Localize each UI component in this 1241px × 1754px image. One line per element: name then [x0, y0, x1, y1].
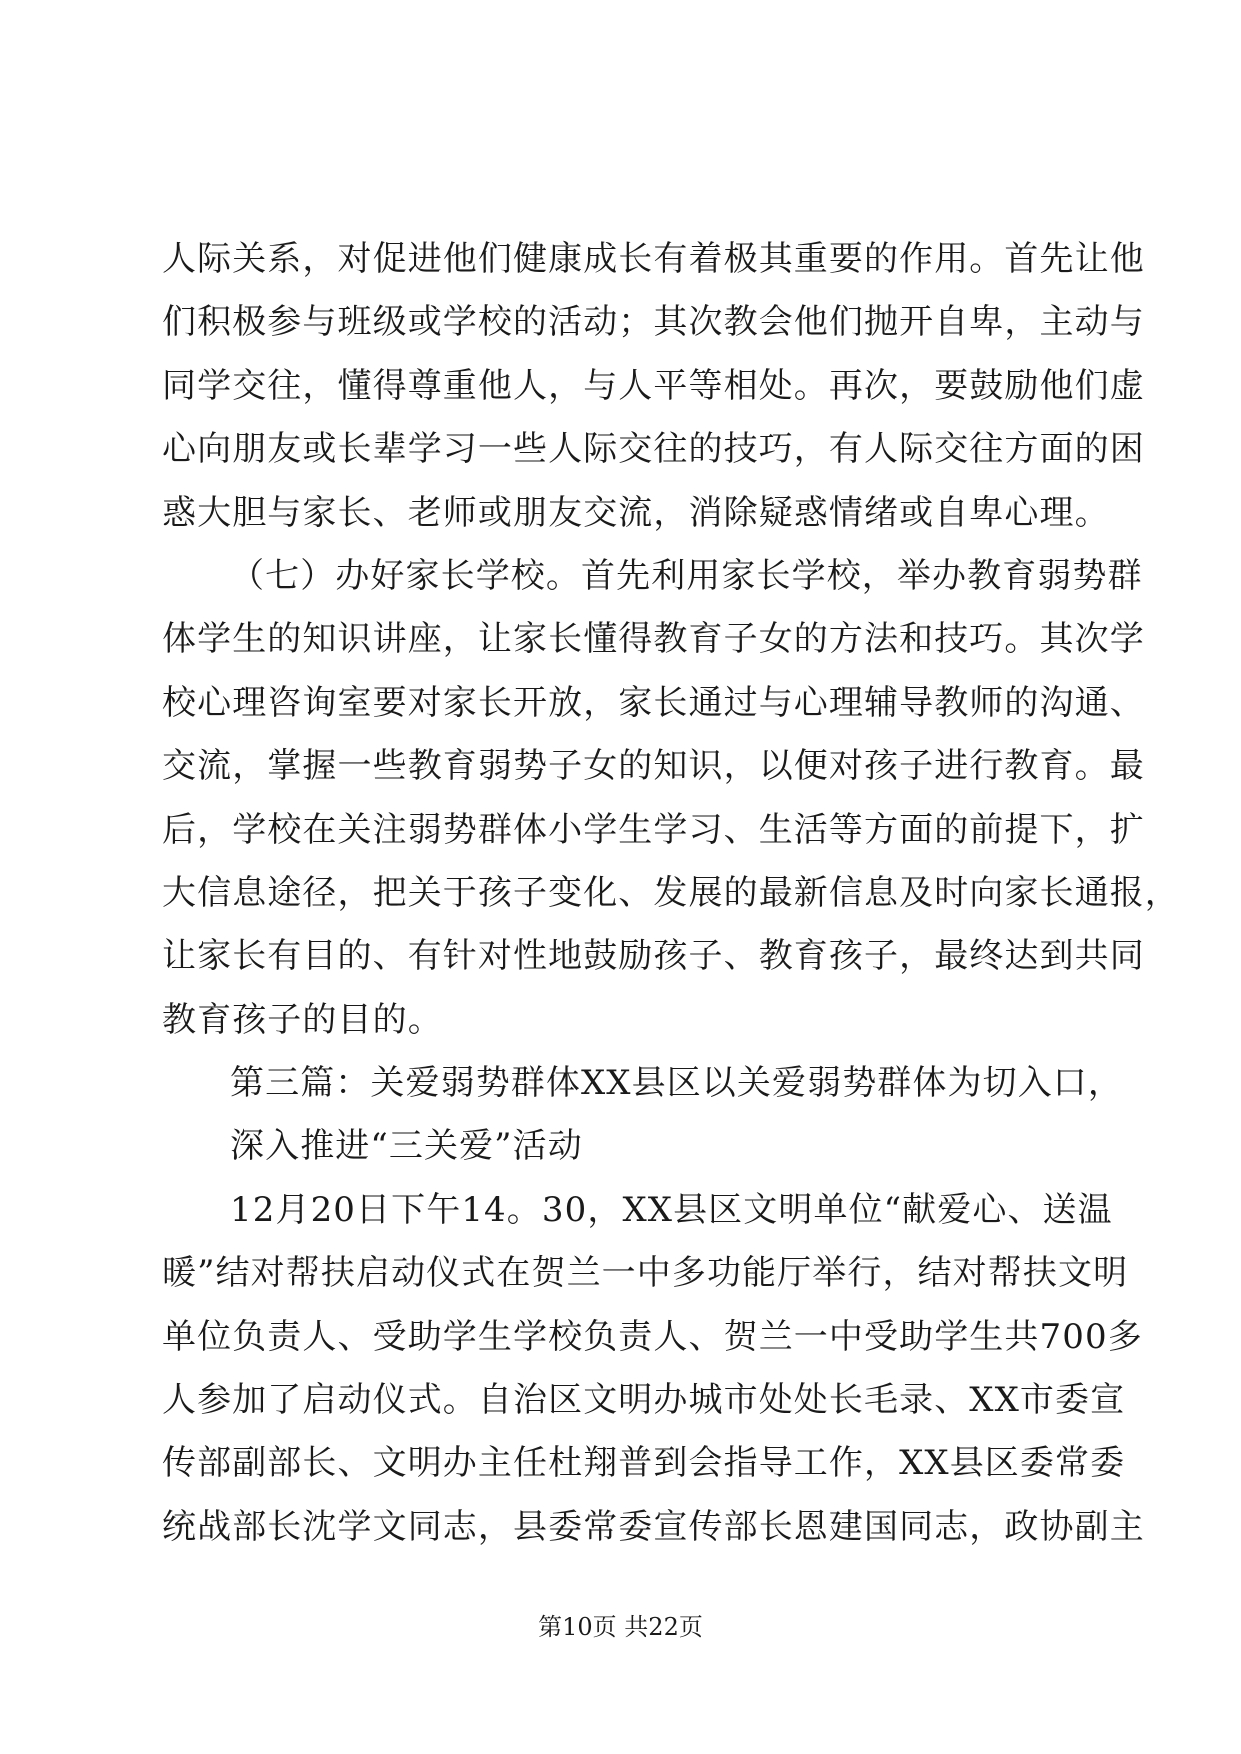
paragraph-start-line: （七）办好家长学校。首先利用家长学校，举办教育弱势群 [230, 555, 1143, 596]
page-number-footer: 第10页 共22页 [538, 1613, 703, 1641]
text-line: 人际关系，对促进他们健康成长有着极其重要的作用。首先让他 [162, 239, 1145, 279]
text-line: 单位负责人、受助学生学校负责人、贺兰一中受助学生共700多 [162, 1316, 1143, 1357]
text-line: 交流，掌握一些教育弱势子女的知识，以便对孩子进行教育。最 [162, 746, 1145, 787]
document-body [162, 228, 1180, 1559]
section-title-line: 深入推进“三关爱”活动 [230, 1126, 583, 1167]
text-line: 同学交往，懂得尊重他人，与人平等相处。再次，要鼓励他们虚 [162, 365, 1145, 406]
text-line: 人参加了启动仪式。自治区文明办城市处处长毛录、XX市委宣 [162, 1380, 1126, 1421]
section-title-line: 第三篇：关爱弱势群体XX县区以关爱弱势群体为切入口， [230, 1063, 1124, 1104]
text-line: 惑大胆与家长、老师或朋友交流，消除疑惑情绪或自卑心理。 [162, 492, 1110, 533]
text-line: 后，学校在关注弱势群体小学生学习、生活等方面的前提下，扩 [162, 809, 1145, 850]
text-line: 大信息途径，把关于孩子变化、发展的最新信息及时向家长通报， [162, 872, 1180, 913]
text-line: 统战部长沈学文同志，县委常委宣传部长恩建国同志，政协副主 [162, 1506, 1145, 1547]
text-line: 让家长有目的、有针对性地鼓励孩子、教育孩子，最终达到共同 [162, 936, 1145, 977]
paragraph-start-line: 12月20日下午14。30，XX县区文明单位“献爱心、送温 [230, 1189, 1113, 1230]
text-line: 体学生的知识讲座，让家长懂得教育子女的方法和技巧。其次学 [162, 619, 1145, 660]
text-line: 校心理咨询室要对家长开放，家长通过与心理辅导教师的沟通、 [162, 682, 1145, 723]
text-line: 们积极参与班级或学校的活动；其次教会他们抛开自卑，主动与 [162, 302, 1145, 343]
text-line: 教育孩子的目的。 [162, 999, 443, 1040]
text-line: 心向朋友或长辈学习一些人际交往的技巧，有人际交往方面的困 [162, 429, 1145, 470]
text-line: 暖”结对帮扶启动仪式在贺兰一中多功能厅举行，结对帮扶文明 [162, 1253, 1129, 1294]
text-line: 传部副部长、文明办主任杜翔普到会指导工作，XX县区委常委 [162, 1443, 1126, 1484]
